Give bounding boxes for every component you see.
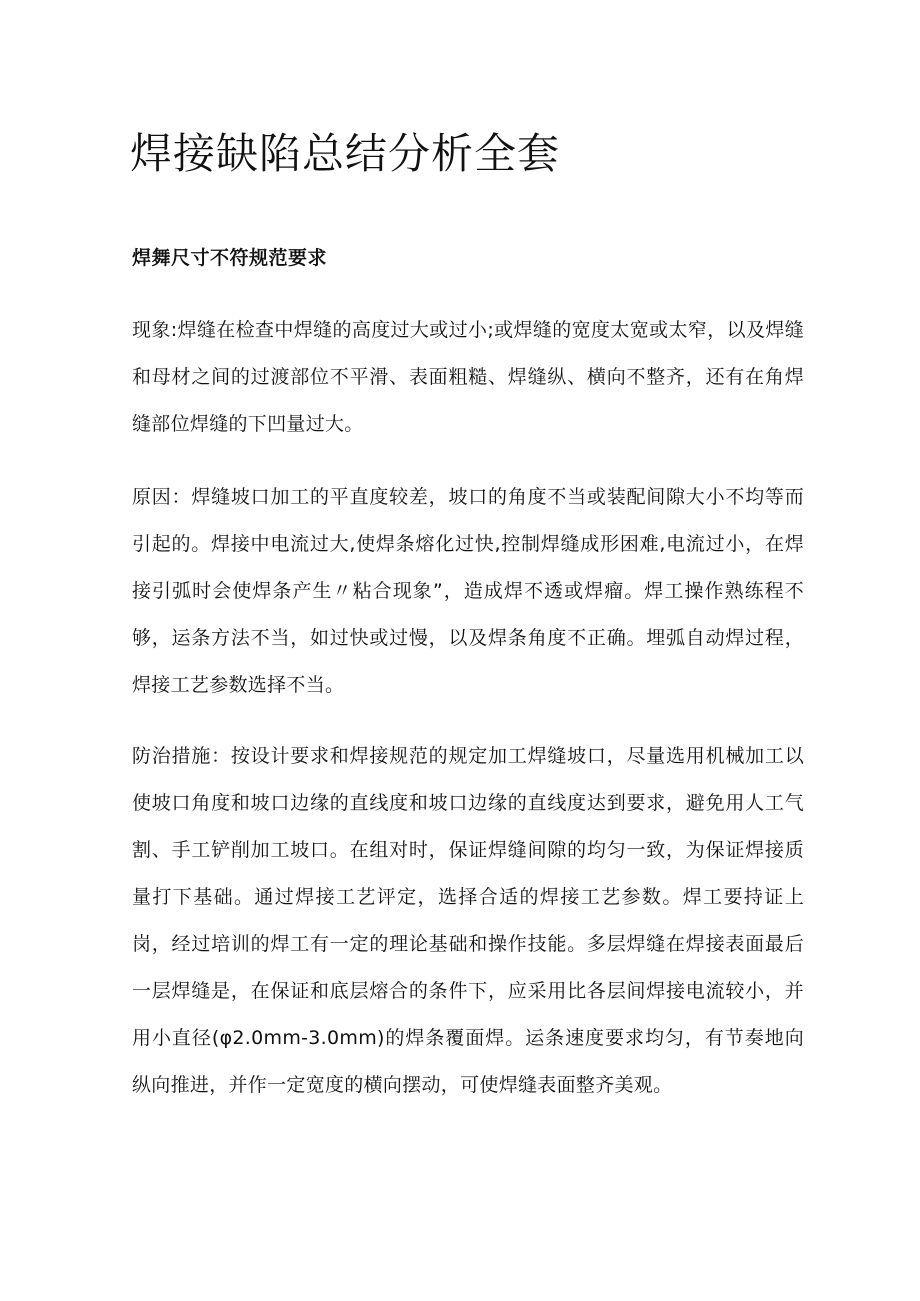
paragraph-cause: 原因：焊缝坡口加工的平直度较差，坡口的角度不当或装配间隙大小不均等而引起的。焊接中电流过大,使焊条熔化过快,控制焊缝成形困难,电流过小，在焊接引弧时会使焊条产生〃粘合现象”，造成焊不透或焊瘤。焊工操作熟练程不够，运条方法不当，如过快或过慢，以及焊条角度不正确。埋弧自动焊过程，焊接工艺参数选择不当。 bbox=[132, 486, 804, 696]
section-heading: 焊舞尺寸不符规范要求 bbox=[132, 247, 328, 269]
paragraph-prevention: 防治措施：按设计要求和焊接规范的规定加工焊缝坡口，尽量选用机械加工以使坡口角度和坡口边缘的直线度和坡口边缘的直线度达到要求，避免用人工气割、手工铲削加工坡口。在组对时，保证焊缝间隙的均匀一致，为保证焊接质量打下基础。通过焊接工艺评定，选择合适的焊接工艺参数。焊工要持证上岗，经过培训的焊工有一定的理论基础和操作技能。多层焊缝在焊接表面最后一层焊缝是，在保证和底层熔合的条件下，应采用比各层间焊接电流较小，并用小直径(φ2.0mm-3.0mm)的焊条覆面焊。运条速度要求均匀，有节奏地向纵向推进，并作一定宽度的横向摆动，可使焊缝表面整齐美观。 bbox=[132, 745, 804, 1096]
document-title: 焊接缺陷总结分析全套 bbox=[130, 129, 561, 178]
paragraph-phenomenon: 现象:焊缝在检查中焊缝的高度过大或过小;或焊缝的宽度太宽或太窄，以及焊缝和母材之间的过渡部位不平滑、表面粗糙、焊缝纵、横向不整齐，还有在角焊缝部位焊缝的下凹量过大。 bbox=[132, 319, 804, 435]
